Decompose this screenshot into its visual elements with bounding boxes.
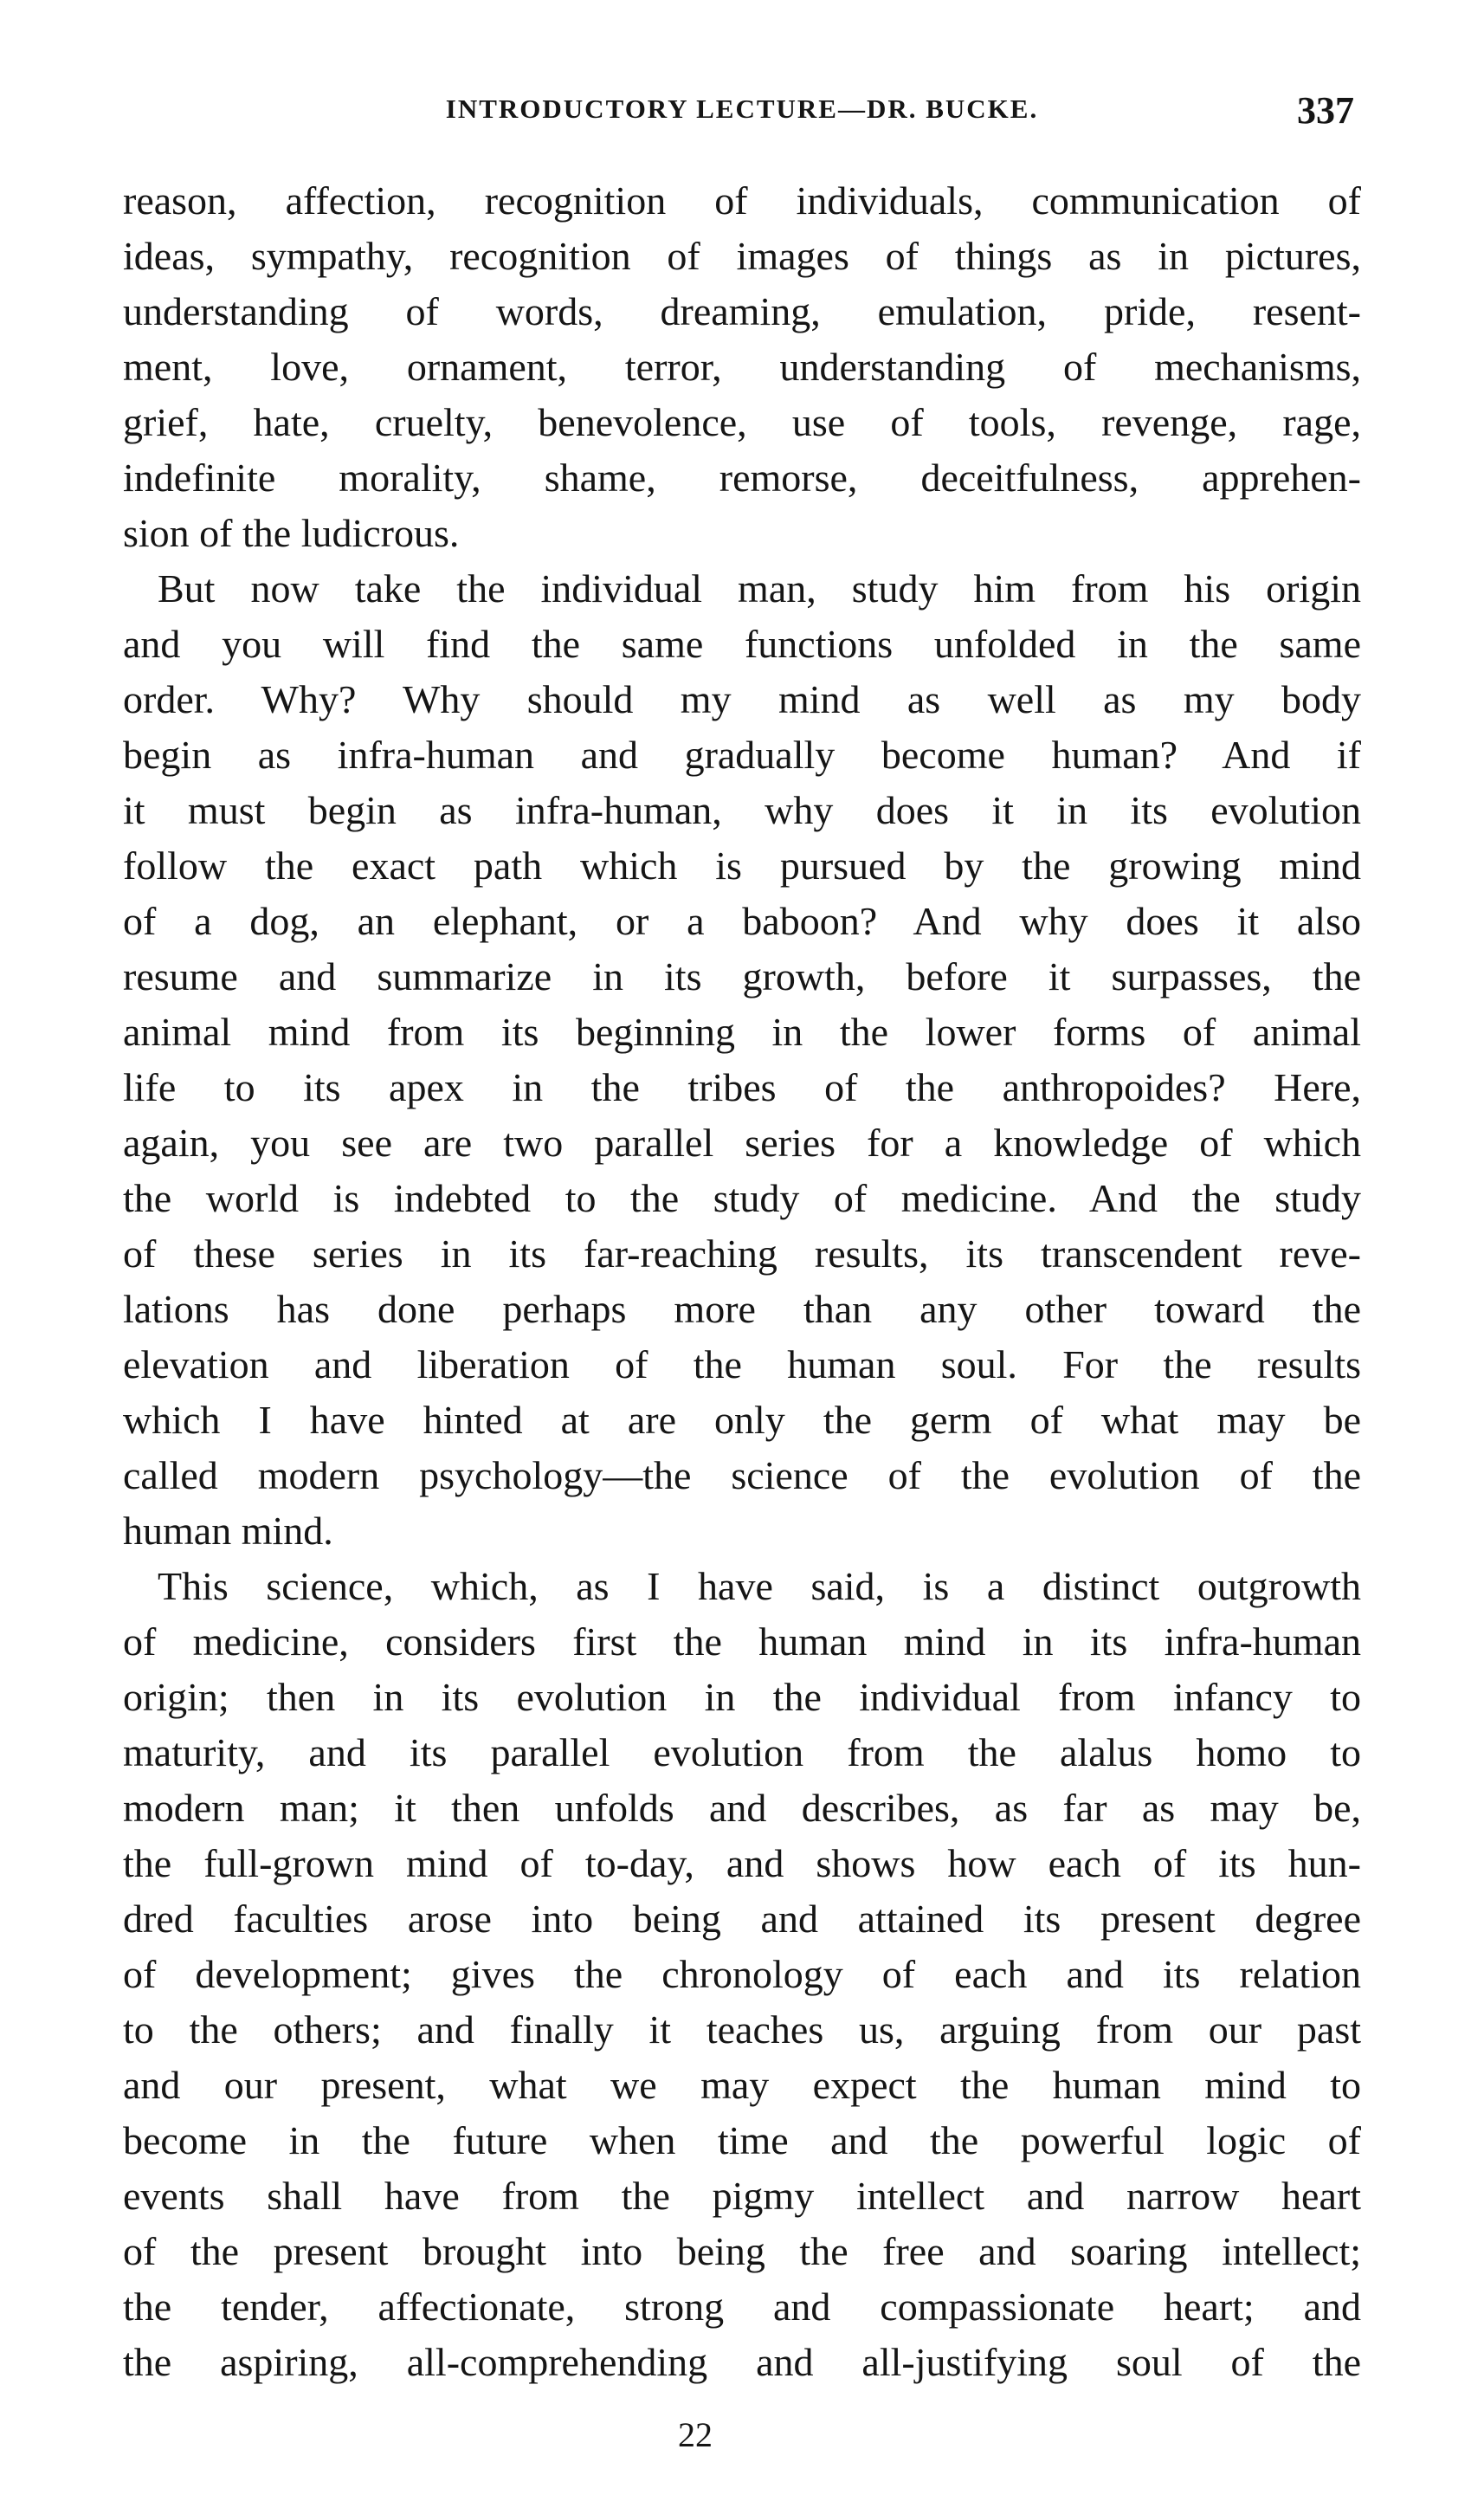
text-line: resume and summarize in its growth, before it surpasses, the	[123, 954, 1361, 998]
text-line: the tender, affectionate, strong and compassionate heart; and	[123, 2285, 1361, 2329]
text-line: become in the future when time and the powerful logic of	[123, 2118, 1361, 2162]
text-line: to the others; and finally it teaches us, arguing from our past	[123, 2007, 1361, 2052]
text-line: order. Why? Why should my mind as well as my body	[123, 677, 1361, 721]
text-line: of medicine, considers first the human mind in its infra-human	[123, 1619, 1361, 1664]
signature-number: 22	[678, 2415, 713, 2454]
text-line: called modern psychology—the science of the evolution of the	[123, 1453, 1361, 1497]
text-line: of development; gives the chronology of each and its relation	[123, 1952, 1361, 1996]
text-line: and you will find the same functions unfolded in the same	[123, 622, 1361, 666]
text-line: and our present, what we may expect the human mind to	[123, 2063, 1361, 2107]
running-head-title: INTRODUCTORY LECTURE—DR. BUCKE.	[445, 94, 1039, 124]
text-line: begin as infra-human and gradually become human? And if	[123, 733, 1361, 777]
text-line: events shall have from the pigmy intellect and narrow heart	[123, 2174, 1361, 2218]
text-line: indefinite morality, shame, remorse, deceitfulness, apprehen-	[123, 456, 1361, 500]
text-line: which I have hinted at are only the germ of what may be	[123, 1398, 1361, 1442]
text-line: the aspiring, all-comprehending and all-justifying soul of the	[123, 2340, 1361, 2384]
text-line: origin; then in its evolution in the individual from infancy to	[123, 1675, 1361, 1719]
text-line: again, you see are two parallel series for a knowledge of which	[123, 1121, 1361, 1165]
text-line: the world is indebted to the study of medicine. And the study	[123, 1176, 1361, 1220]
text-line: life to its apex in the tribes of the anthropoides? Here,	[123, 1065, 1361, 1109]
page-number: 337	[1297, 89, 1354, 132]
text-line: of a dog, an elephant, or a baboon? And why does it also	[123, 899, 1361, 943]
text-line: modern man; it then unfolds and describes, as far as may be,	[123, 1786, 1361, 1830]
text-line: animal mind from its beginning in the lower forms of animal	[123, 1010, 1361, 1054]
body-text	[123, 173, 1361, 2390]
text-line: of these series in its far-reaching results, its transcendent reve-	[123, 1231, 1361, 1276]
text-line: But now take the individual man, study him from his origin	[158, 566, 1361, 611]
text-line: ideas, sympathy, recognition of images of things as in pictures,	[123, 234, 1361, 278]
text-line: maturity, and its parallel evolution from the alalus homo to	[123, 1730, 1361, 1774]
text-line: reason, affection, recognition of individuals, communication of	[123, 178, 1361, 223]
text-line: human mind.	[123, 1509, 333, 1553]
text-line: the full-grown mind of to-day, and shows how each of its hun-	[123, 1841, 1361, 1885]
text-line: lations has done perhaps more than any other toward the	[123, 1287, 1361, 1331]
text-line: sion of the ludicrous.	[123, 511, 460, 555]
text-line: of the present brought into being the free and soaring intellect;	[123, 2229, 1361, 2273]
signature-mark	[0, 2414, 1484, 2455]
running-head	[121, 85, 1363, 137]
text-line: elevation and liberation of the human soul. For the results	[123, 1342, 1361, 1386]
text-line: dred faculties arose into being and attained its present degree	[123, 1897, 1361, 1941]
text-line: This science, which, as I have said, is a distinct outgrowth	[158, 1564, 1361, 1608]
text-line: ment, love, ornament, terror, understanding of mechanisms,	[123, 345, 1361, 389]
text-line: grief, hate, cruelty, benevolence, use of tools, revenge, rage,	[123, 400, 1361, 444]
text-line: it must begin as infra-human, why does it in its evolution	[123, 788, 1361, 832]
text-line: follow the exact path which is pursued by the growing mind	[123, 843, 1361, 888]
text-line: understanding of words, dreaming, emulation, pride, resent-	[123, 289, 1361, 333]
